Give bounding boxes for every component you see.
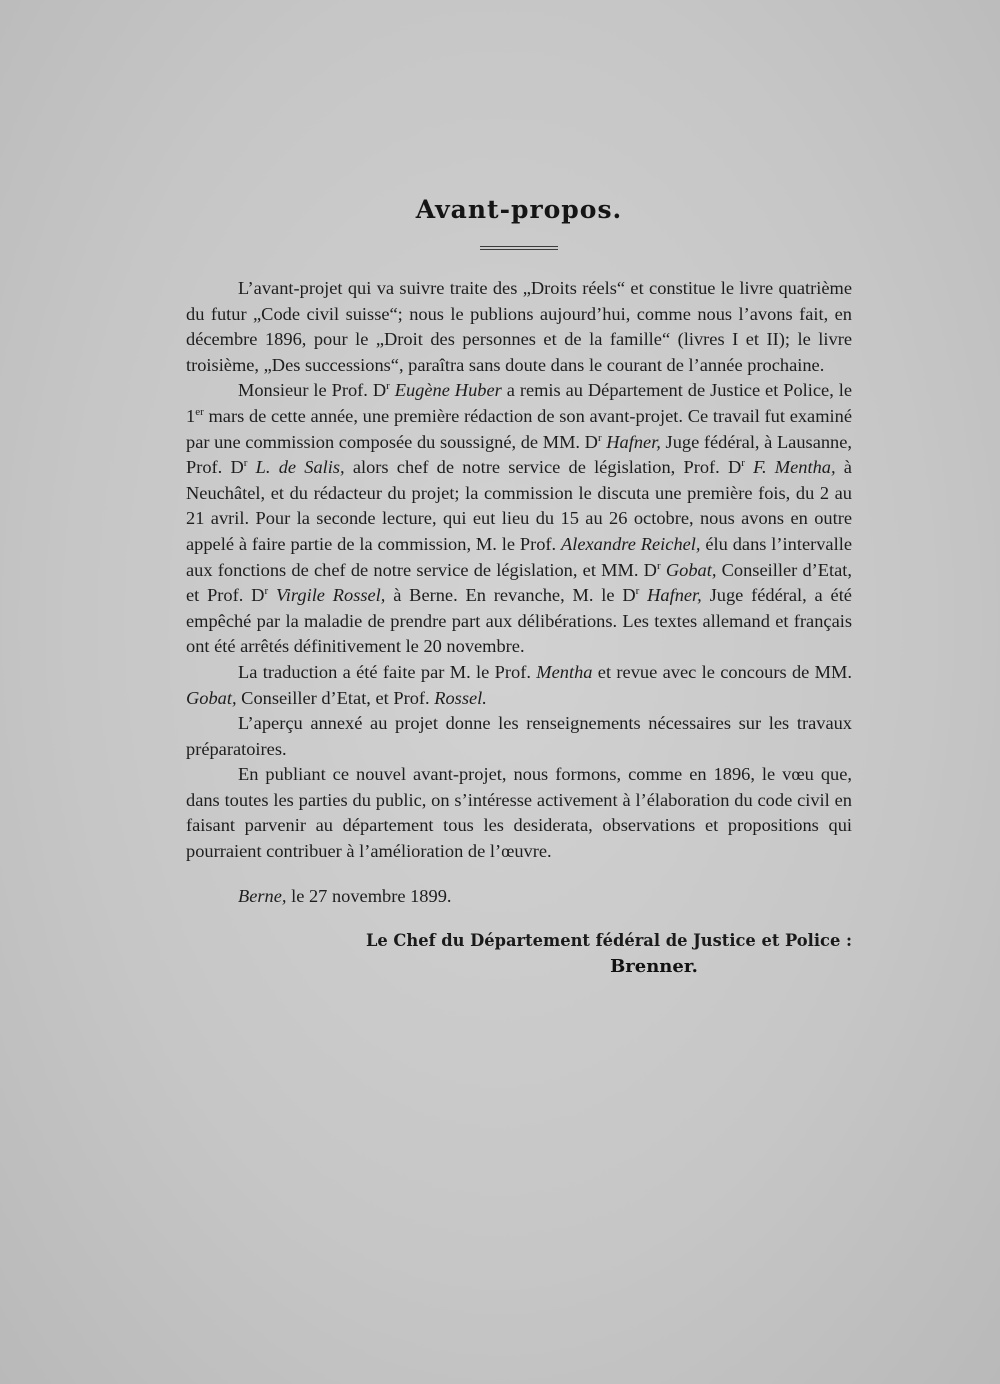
paragraph-text: Conseiller d’Etat, et Prof.	[236, 687, 435, 708]
paragraph-text	[745, 457, 753, 477]
closing-place: Berne,	[238, 885, 287, 906]
superscript-text: r	[243, 457, 248, 470]
superscript-text: r	[597, 431, 602, 444]
paragraph	[186, 378, 852, 660]
paragraph-text: a remis au Département de Justice et Police, le 1	[186, 380, 853, 426]
paragraph-text: et revue avec le concours de MM.	[592, 661, 852, 682]
paragraph-text: Juge fédéral, a été empêché par la maladie de prendre part aux délibérations. Les textes allemand et français ont été arrêtés définitivement le 20 novembre.	[186, 585, 852, 657]
paragraph-text: à Berne. En revanche, M. le D	[385, 585, 636, 606]
paragraph	[186, 276, 852, 378]
italic-name-text: Eugène Huber	[394, 380, 502, 401]
italic-name-text: Hafner,	[647, 585, 702, 606]
paragraph	[186, 660, 852, 711]
paragraph-text: L’avant-projet qui va suivre traite des „Droits réels“ et constitue le livre quatrième du futur „Code civil suisse“; nous le publions aujourd’hui, comme nous l’avons fait, en décembre 1896, pour le „Droit des personnes et de la famille“ (livres I et II); le livre troisième, „Des successions“, paraîtra sans doute dans le courant de l’année prochaine.	[186, 278, 852, 375]
italic-name-text: Rossel.	[434, 687, 487, 708]
document-page	[186, 195, 852, 977]
document-body	[186, 276, 852, 865]
paragraph-text	[247, 457, 255, 477]
paragraph-text: élu dans l’intervalle aux fonctions de chef de notre service de législation, et MM. D	[186, 533, 852, 580]
paragraph-text: L’aperçu annexé au projet donne les renseignements nécessaires sur les travaux préparatoires.	[186, 713, 852, 759]
superscript-text: r	[264, 585, 269, 597]
paragraph-text: alors chef de notre service de législation, Prof. D	[344, 457, 742, 478]
paragraph-text	[639, 585, 647, 605]
italic-name-text: L. de Salis,	[255, 457, 345, 478]
paragraph	[186, 711, 852, 762]
italic-name-text: Gobat,	[665, 559, 717, 580]
paragraph-text: mars de cette année, une première rédaction de son avant-projet. Ce travail fut examiné par une commission composée du soussigné, de MM. D	[186, 405, 852, 452]
italic-name-text: Virgile Rossel,	[275, 585, 386, 606]
italic-name-text: Mentha	[536, 661, 593, 682]
paragraph-text: La traduction a été faite par M. le Prof.	[238, 661, 537, 682]
paragraph-text: Monsieur le Prof. D	[238, 380, 387, 401]
paragraph-text: Conseiller d’Etat, et Prof. D	[186, 559, 852, 606]
superscript-text: r	[741, 457, 745, 470]
superscript-text: r	[635, 585, 640, 597]
italic-name-text: Hafner,	[606, 431, 661, 452]
closing-date-line	[238, 884, 852, 910]
paragraph-text: En publiant ce nouvel avant-projet, nous formons, comme en 1896, le vœu que, dans toutes les parties du public, on s’intéresse activement à l’élaboration du code civil en faisant parvenir au département tous les desiderata, observations et propositions qui pourraient contribuer à l’amélioration de l’œuvre.	[186, 764, 852, 862]
paragraph-text	[268, 585, 276, 605]
italic-name-text: Alexandre Reichel,	[561, 533, 701, 554]
title-rule-divider	[480, 246, 558, 250]
signature-title: Le Chef du Département fédéral de Justice et Police :	[365, 931, 852, 951]
superscript-text: r	[656, 559, 661, 572]
paragraph-text: à Neuchâtel, et du rédacteur du projet; la commission le discuta une première fois, du 2 au 21 avril. Pour la seconde lecture, qui eut lieu du 15 au 26 octobre, nous avons en outre appelé à faire partie de la commission, M. le Prof.	[186, 457, 852, 554]
closing-date: le 27 novembre 1899.	[286, 885, 452, 906]
page-title: Avant-propos.	[415, 195, 623, 224]
italic-name-text: F. Mentha,	[753, 457, 836, 478]
paragraph-text: Juge fédéral, à Lausanne, Prof. D	[186, 431, 853, 478]
superscript-text: er	[195, 405, 204, 418]
signature-name: Brenner.	[610, 956, 698, 978]
superscript-text: r	[386, 380, 390, 393]
paragraph	[186, 762, 852, 864]
italic-name-text: Gobat,	[186, 687, 237, 708]
